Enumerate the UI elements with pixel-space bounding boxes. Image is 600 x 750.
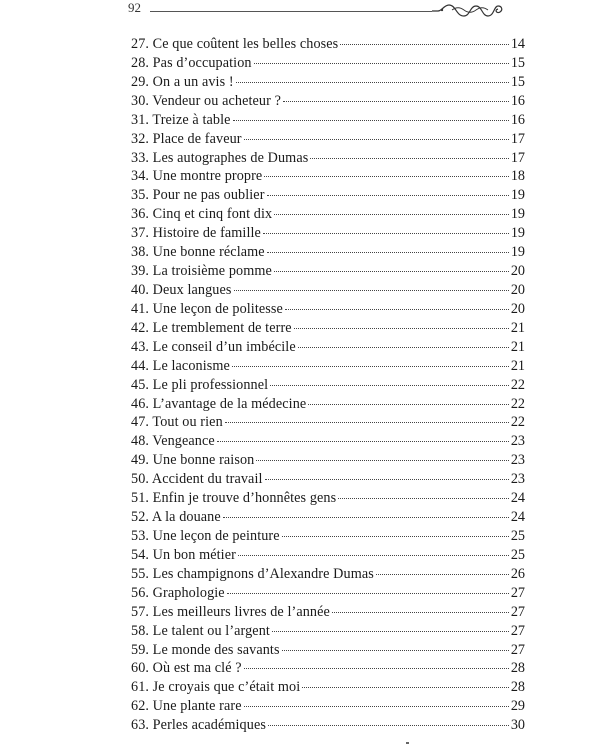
dot-leader [244, 705, 509, 707]
toc-entry-title: 47. Tout ou rien [131, 414, 223, 431]
dot-leader [268, 724, 509, 726]
dot-leader [376, 573, 509, 575]
toc-entry-title: 40. Deux langues [131, 281, 232, 298]
toc-entry [131, 149, 525, 168]
toc-entry [131, 186, 525, 205]
toc-entry [131, 489, 525, 508]
toc-entry-page: 22 [510, 376, 525, 393]
toc-entry [131, 92, 525, 111]
toc-entry-page: 21 [510, 319, 525, 336]
dot-leader [233, 119, 509, 121]
toc-entry-title: 27. Ce que coûtent les belles choses [131, 36, 339, 52]
toc-entry-page: 15 [510, 54, 525, 71]
toc-entry [131, 508, 525, 527]
toc-entry-title: 35. Pour ne pas oublier [131, 187, 265, 204]
toc-entry-page: 23 [510, 433, 525, 450]
toc-entry-title: 57. Les meilleurs livres de l’année [131, 603, 330, 620]
toc-entry-title: 37. Histoire de famille [131, 225, 261, 242]
toc-entry-title: 61. Je croyais que c’était moi [131, 679, 301, 696]
dot-leader [267, 194, 509, 196]
dot-leader [267, 251, 509, 253]
toc-entry-page: 19 [510, 225, 525, 242]
dot-leader [282, 535, 509, 537]
dot-leader [283, 100, 509, 102]
dot-leader [272, 630, 509, 632]
toc-entry [131, 527, 525, 546]
toc-entry [131, 641, 525, 660]
toc-entry-page: 24 [510, 490, 525, 507]
toc-entry [131, 224, 525, 243]
toc-entry-page: 26 [510, 565, 525, 582]
toc-entry-page: 18 [510, 168, 525, 185]
toc-entry-page: 19 [510, 244, 525, 261]
toc-entry-title: 33. Les autographes de Dumas [131, 149, 309, 166]
toc-entry-title: 62. Une plante rare [131, 698, 242, 715]
toc-entry-page: 21 [510, 357, 525, 374]
toc-entry [131, 300, 525, 319]
toc-entry [131, 470, 525, 489]
toc-entry-page: 22 [510, 395, 525, 412]
dot-leader [274, 213, 509, 215]
toc-entry-page: 20 [510, 263, 525, 280]
dot-leader [244, 667, 509, 669]
toc-entry-title: 41. Une leçon de politesse [131, 300, 283, 317]
toc-entry-title: 36. Cinq et cinq font dix [131, 206, 273, 223]
toc-entry [131, 167, 525, 186]
toc-entry-page: 16 [510, 111, 525, 128]
print-speck [406, 742, 409, 744]
dot-leader [244, 138, 509, 140]
dot-leader [298, 346, 509, 348]
toc-entry-page: 25 [510, 546, 525, 563]
page-number: 92 [128, 0, 141, 15]
toc-entry-title: 49. Une bonne raison [131, 452, 255, 469]
toc-entry-page: 17 [510, 149, 525, 166]
toc-entry-page: 27 [510, 584, 525, 601]
header-rule [150, 11, 432, 12]
toc-entry-title: 59. Le monde des savants [131, 641, 280, 658]
toc-entry [131, 622, 525, 641]
toc-entry-title: 30. Vendeur ou acheteur ? [131, 92, 281, 109]
dot-leader [236, 81, 509, 83]
dot-leader [217, 440, 509, 442]
dot-leader [238, 554, 509, 556]
toc-entry-title: 32. Place de faveur [131, 130, 242, 147]
toc-entry-page: 28 [510, 660, 525, 677]
toc-entry [131, 338, 525, 357]
toc-entry [131, 357, 525, 376]
toc-entry-title: 44. Le laconisme [131, 357, 230, 374]
dot-leader [227, 592, 509, 594]
toc-entry-title: 58. Le talent ou l’argent [131, 622, 270, 639]
toc-entry-page: 17 [510, 130, 525, 147]
toc-entry [131, 35, 525, 54]
toc-entry-page: 19 [510, 187, 525, 204]
dot-leader [232, 365, 509, 367]
toc-entry-title: 28. Pas d’occupation [131, 54, 252, 71]
dot-leader [302, 686, 509, 688]
toc-entry [131, 413, 525, 432]
toc-entry-page: 15 [510, 73, 525, 90]
toc-entry-title: 38. Une bonne réclame [131, 244, 265, 261]
toc-entry [131, 395, 525, 414]
toc-entry [131, 111, 525, 130]
toc-entry [131, 73, 525, 92]
toc-entry [131, 697, 525, 716]
dot-leader [332, 611, 509, 613]
toc-entry [131, 565, 525, 584]
toc-entry-title: 55. Les champignons d’Alexandre Dumas [131, 565, 374, 582]
toc-entry [131, 319, 525, 338]
toc-entry [131, 432, 525, 451]
toc-entry-page: 16 [510, 92, 525, 109]
toc-entry-title: 51. Enfin je trouve d’honnêtes gens [131, 490, 337, 507]
dot-leader [264, 175, 508, 177]
toc-entry [131, 451, 525, 470]
toc-entry-page: 27 [510, 603, 525, 620]
toc-entry-title: 60. Où est ma clé ? [131, 660, 242, 677]
dot-leader [265, 478, 509, 480]
toc-entry-title: 46. L’avantage de la médecine [131, 395, 307, 412]
toc-entry-title: 56. Graphologie [131, 584, 225, 601]
toc-entry-title: 42. Le tremblement de terre [131, 319, 292, 336]
toc-entry-title: 50. Accident du travail [131, 471, 263, 488]
dot-leader [285, 308, 509, 310]
table-of-contents [131, 35, 525, 735]
dot-leader [308, 403, 509, 405]
dot-leader [270, 384, 509, 386]
toc-entry-page: 21 [510, 338, 525, 355]
toc-entry [131, 281, 525, 300]
toc-entry-page: 27 [510, 622, 525, 639]
toc-entry-page: 19 [510, 206, 525, 223]
toc-entry-title: 29. On a un avis ! [131, 73, 234, 90]
toc-entry-title: 53. Une leçon de peinture [131, 527, 280, 544]
toc-entry [131, 678, 525, 697]
dot-leader [254, 62, 509, 64]
toc-entry-page: 24 [510, 509, 525, 526]
toc-entry-page: 14 [510, 36, 525, 52]
dot-leader [338, 497, 509, 499]
toc-entry-page: 27 [510, 641, 525, 658]
toc-entry-title: 34. Une montre propre [131, 168, 263, 185]
toc-entry-page: 23 [510, 471, 525, 488]
toc-entry [131, 716, 525, 735]
dot-leader [256, 459, 508, 461]
toc-entry [131, 546, 525, 565]
dot-leader [282, 649, 509, 651]
toc-entry-page: 30 [510, 717, 525, 734]
dot-leader [274, 270, 509, 272]
toc-entry-page: 23 [510, 452, 525, 469]
toc-entry [131, 603, 525, 622]
toc-entry [131, 54, 525, 73]
dot-leader [263, 232, 509, 234]
toc-entry-title: 43. Le conseil d’un imbécile [131, 338, 296, 355]
toc-entry-title: 63. Perles académiques [131, 717, 266, 734]
toc-entry-page: 28 [510, 679, 525, 696]
toc-entry [131, 130, 525, 149]
toc-entry-page: 22 [510, 414, 525, 431]
dot-leader [310, 157, 508, 159]
toc-entry [131, 376, 525, 395]
toc-entry [131, 243, 525, 262]
toc-entry-title: 39. La troisième pomme [131, 263, 272, 280]
toc-entry [131, 205, 525, 224]
toc-entry [131, 262, 525, 281]
ornament-icon [432, 1, 504, 19]
toc-entry-title: 45. Le pli professionnel [131, 376, 269, 393]
dot-leader [225, 421, 509, 423]
toc-entry-page: 29 [510, 698, 525, 715]
dot-leader [234, 289, 509, 291]
toc-entry-title: 48. Vengeance [131, 433, 215, 450]
toc-entry-page: 25 [510, 527, 525, 544]
toc-entry-title: 31. Treize à table [131, 111, 231, 128]
toc-entry-page: 20 [510, 281, 525, 298]
toc-entry [131, 584, 525, 603]
dot-leader [223, 516, 509, 518]
dot-leader [294, 327, 509, 329]
toc-entry-title: 52. A la douane [131, 509, 221, 526]
dot-leader [340, 43, 509, 45]
toc-entry [131, 659, 525, 678]
toc-entry-page: 20 [510, 300, 525, 317]
toc-entry-title: 54. Un bon métier [131, 546, 236, 563]
